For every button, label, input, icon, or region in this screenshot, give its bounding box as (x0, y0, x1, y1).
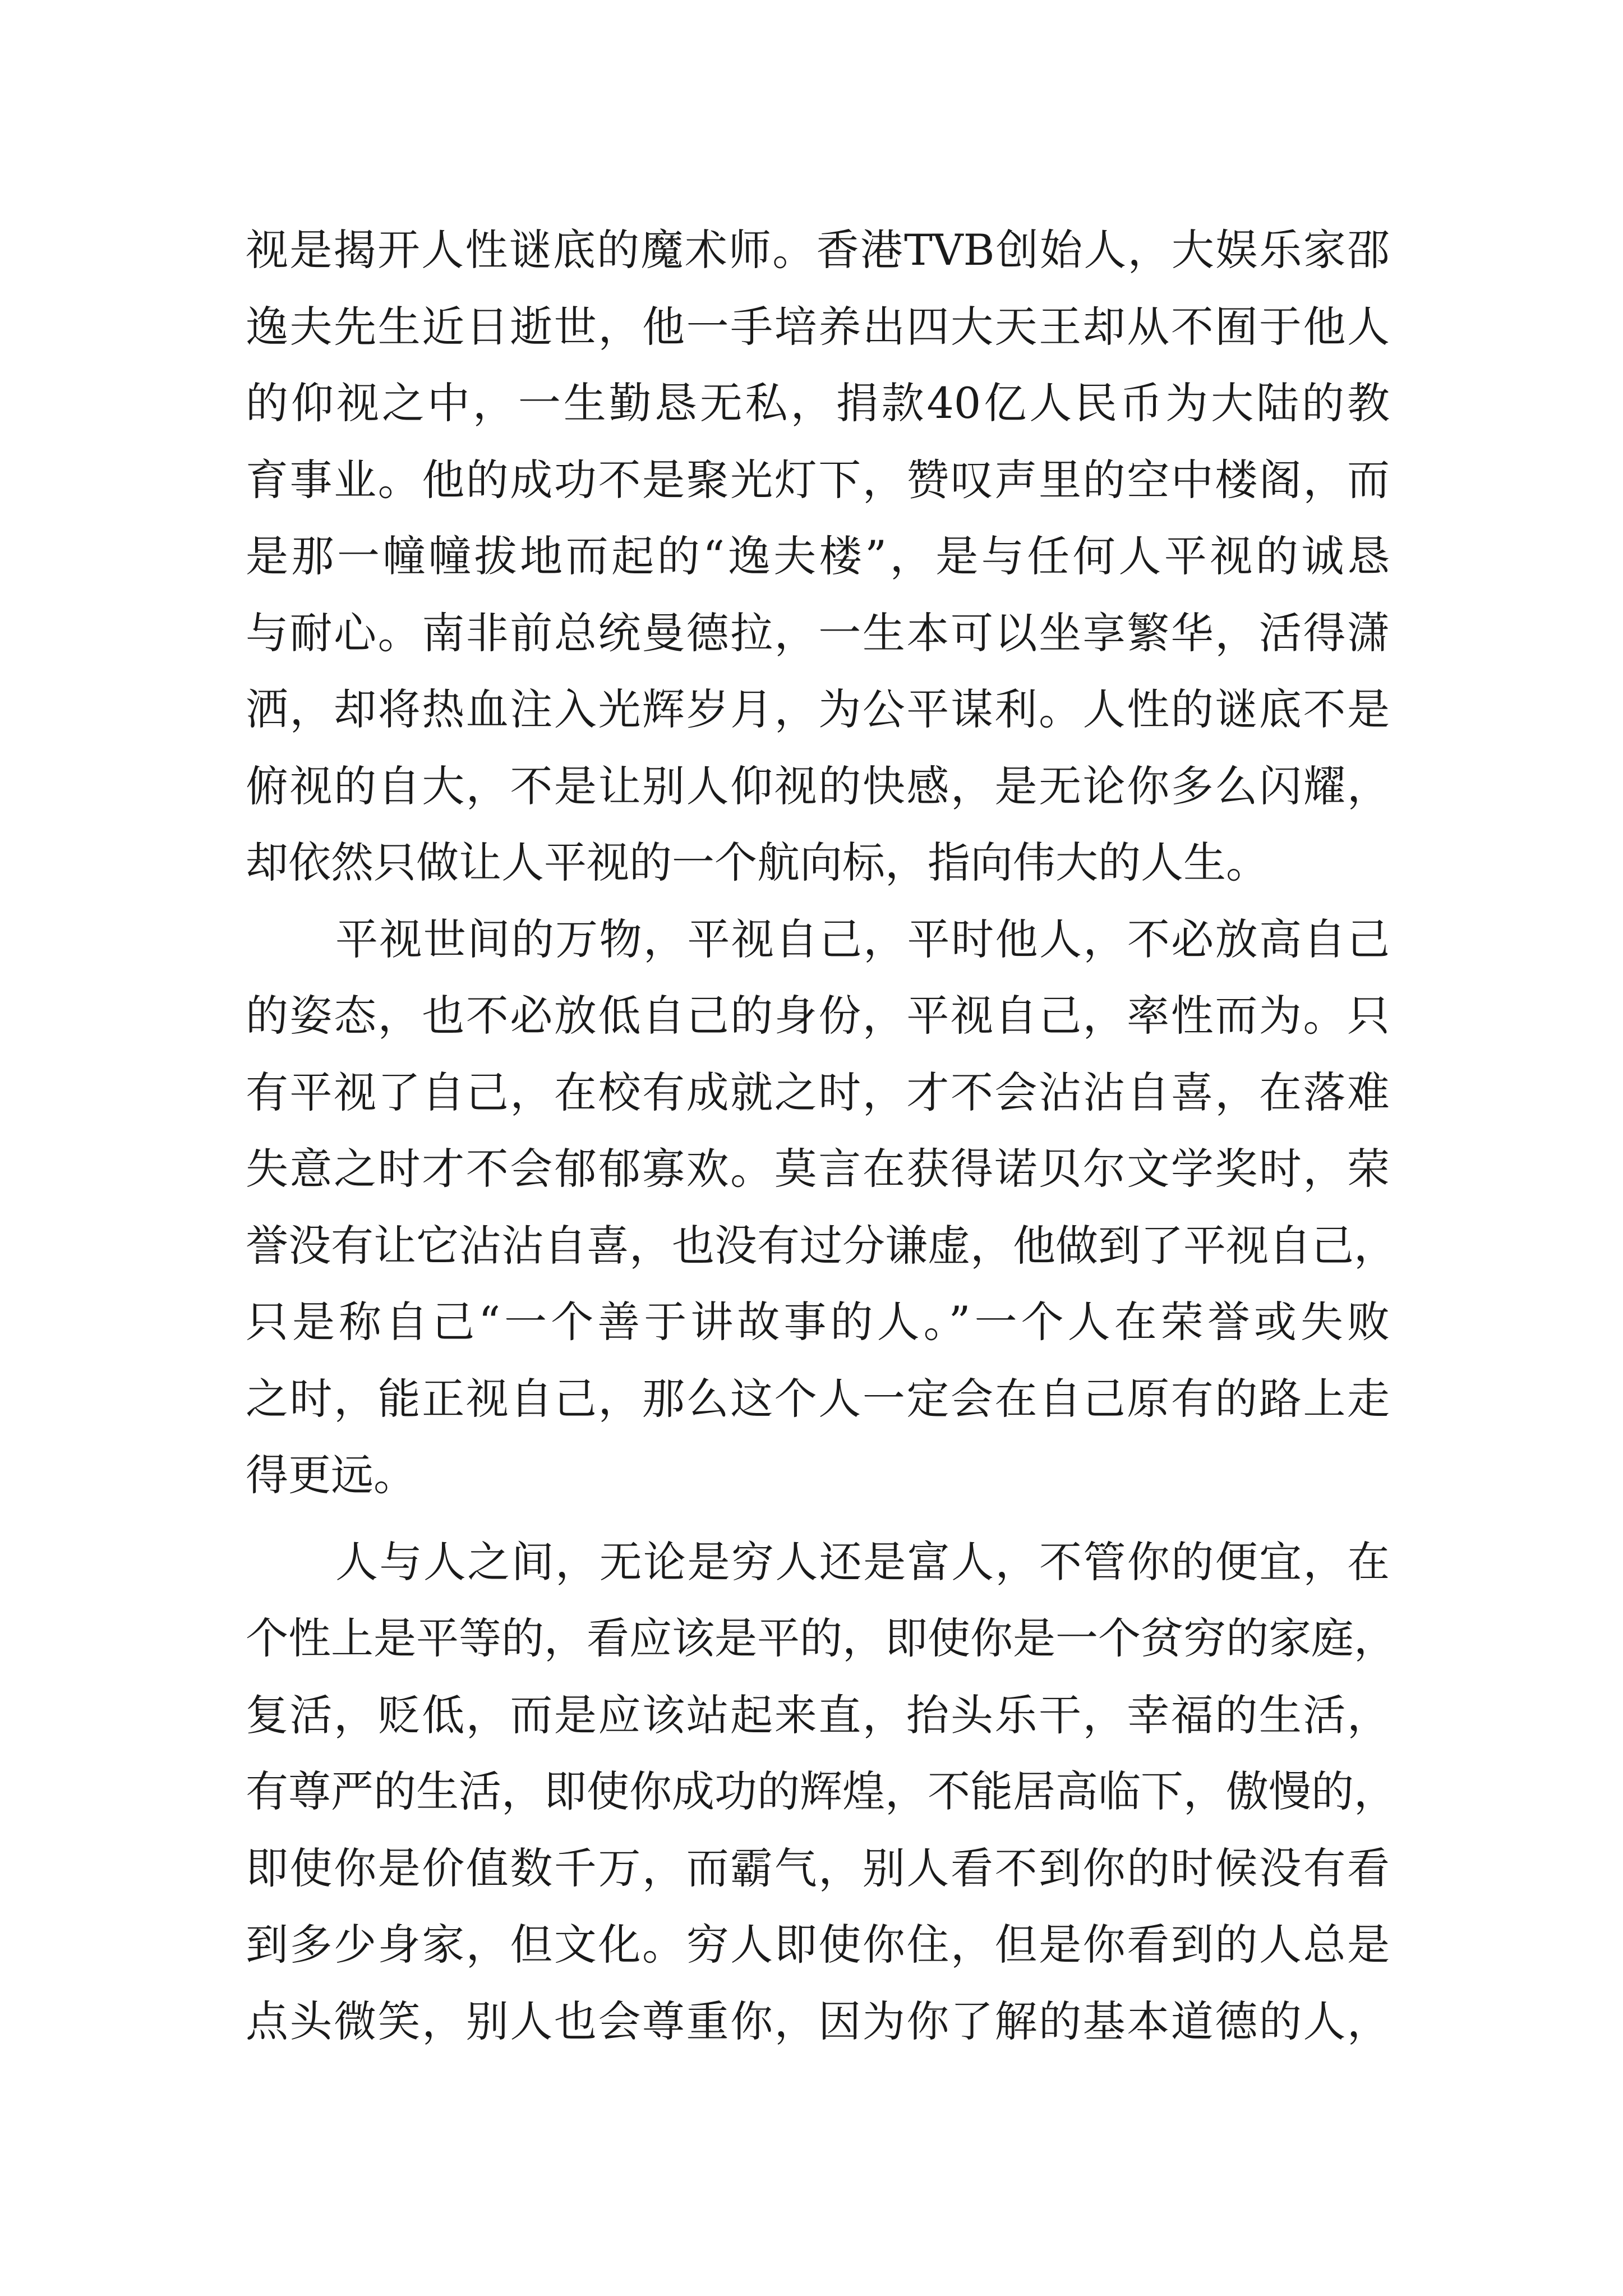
document-body (246, 212, 1396, 2060)
text-line: 个性上是平等的，看应该是平的，即使你是一个贫穷的家庭， (246, 1613, 1396, 1663)
text-line: 失意之时才不会郁郁寡欢。莫言在获得诺贝尔文学奖时，荣 (246, 1144, 1390, 1194)
text-line: 到多少身家，但文化。穷人即使你住，但是你看到的人总是 (246, 1920, 1390, 1970)
text-line: 的姿态，也不必放低自己的身份，平视自己，率性而为。只 (246, 991, 1390, 1041)
text-line: 有尊严的生活，即使你成功的辉煌，不能居高临下，傲慢的， (246, 1766, 1396, 1816)
text-line: 之时，能正视自己，那么这个人一定会在自己原有的路上走 (246, 1373, 1390, 1424)
text-line: 誉没有让它沾沾自喜，也没有过分谦虚，他做到了平视自己， (246, 1220, 1396, 1271)
paragraph-2 (246, 901, 1396, 1514)
text-line: 却依然只做让人平视的一个航向标，指向伟大的人生。 (246, 838, 1269, 887)
text-line: 点头微笑，别人也会尊重你，因为你了解的基本道德的人， (246, 1996, 1390, 2046)
text-line: 即使你是价值数千万，而霸气，别人看不到你的时候没有看 (246, 1843, 1390, 1893)
text-line: 洒，却将热血注入光辉岁月，为公平谋利。人性的谜底不是 (246, 684, 1390, 734)
text-line: 与耐心。南非前总统曼德拉，一生本可以坐享繁华，活得潇 (246, 608, 1390, 658)
paragraph-1 (246, 212, 1390, 901)
text-line: 视是揭开人性谜底的魔术师。香港TVB创始人，大娱乐家邵 (246, 225, 1390, 275)
text-line: 复活，贬低，而是应该站起来直，抬头乐干，幸福的生活， (246, 1690, 1390, 1740)
text-line: 逸夫先生近日逝世，他一手培养出四大天王却从不囿于他人 (246, 301, 1390, 352)
paragraph-3 (246, 1524, 1396, 2060)
text-line: 人与人之间，无论是穷人还是富人，不管你的便宜，在 (335, 1536, 1390, 1587)
text-line: 平视世间的万物，平视自己，平时他人，不必放高自己 (335, 914, 1390, 964)
paragraph-gap (246, 1514, 1390, 1524)
text-line: 俯视的自大，不是让别人仰视的快感，是无论你多么闪耀， (246, 761, 1390, 811)
text-line: 得更远。 (246, 1450, 416, 1500)
text-line: 有平视了自己，在校有成就之时，才不会沾沾自喜，在落难 (246, 1067, 1390, 1117)
text-line: 育事业。他的成功不是聚光灯下，赞叹声里的空中楼阁，而 (246, 454, 1390, 505)
text-line: 只是称自己“一个善于讲故事的人。”一个人在荣誉或失败 (246, 1297, 1390, 1347)
text-line: 的仰视之中，一生勤恳无私，捐款40亿人民币为大陆的教 (246, 378, 1390, 428)
text-line: 是那一幢幢拔地而起的“逸夫楼”，是与任何人平视的诚恳 (246, 531, 1390, 581)
